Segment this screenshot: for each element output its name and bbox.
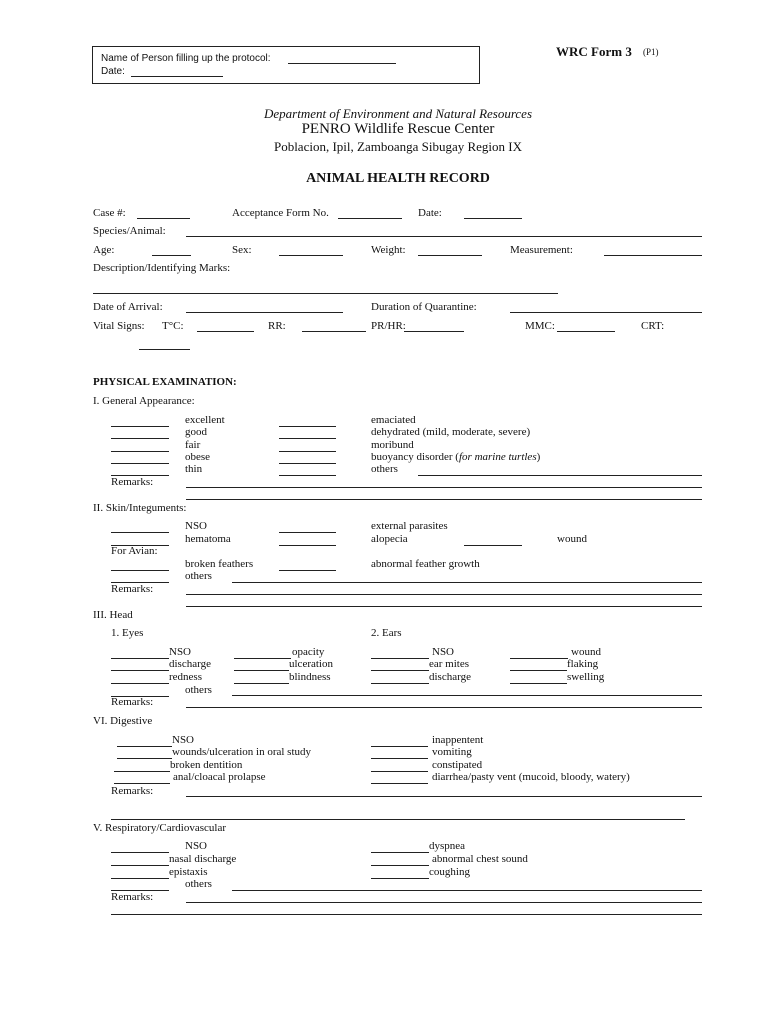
option-chest-sound: abnormal chest sound [432,853,528,865]
age-label: Age: [93,244,115,256]
option-others: others [371,463,398,475]
rr-label: RR: [268,320,286,332]
page-title: ANIMAL HEALTH RECORD [306,171,490,186]
check-line[interactable] [114,771,170,772]
office-address: Poblacion, Ipil, Zamboanga Sibugay Region IX [273,139,523,154]
check-line[interactable] [371,683,429,684]
buoyancy-note: for marine turtles [458,451,537,463]
description-line[interactable] [93,293,558,294]
prhr-label: PR/HR: [371,320,406,332]
check-line[interactable] [371,758,428,759]
check-line[interactable] [111,683,169,684]
check-line[interactable] [279,475,336,476]
check-line[interactable] [234,658,291,659]
form-id: WRC Form 3 [556,44,632,59]
protocol-date-label: Date: [101,66,125,77]
office-name: PENRO Wildlife Rescue Center [301,121,495,137]
remarks-line[interactable] [111,914,702,915]
option-swelling: swelling [567,671,605,683]
option-discharge: discharge [169,658,211,670]
remarks-label: Remarks: [111,583,154,595]
others-line[interactable] [232,695,702,696]
option-wounds-oral: wounds/ulceration in oral study [172,746,312,758]
remarks-line[interactable] [186,606,702,607]
department-name: Department of Environment and Natural Resources [263,106,533,121]
check-line[interactable] [111,852,169,853]
option-nso: NSO [185,840,208,852]
acceptance-label: Acceptance Form No. [232,207,329,219]
date-label: Date: [418,207,442,219]
option-nso: NSO [169,646,192,658]
check-line[interactable] [111,865,169,866]
remarks-label: Remarks: [111,476,154,488]
option-opacity: opacity [292,646,325,658]
mmc-label: MMC: [525,320,555,332]
option-blindness: blindness [289,671,331,683]
check-line[interactable] [111,463,169,464]
option-others: others [185,684,212,696]
option-ulceration: ulceration [289,658,333,670]
check-line[interactable] [111,532,169,533]
for-avian-label: For Avian: [111,545,158,557]
age-line[interactable] [152,255,191,256]
option-alopecia: alopecia [371,533,408,545]
check-line[interactable] [371,746,428,747]
check-line[interactable] [279,532,336,533]
buoyancy-text: buoyancy disorder ( [371,451,459,463]
digestive-title: VI. Digestive [93,715,153,727]
option-dehydrated: dehydrated (mild, moderate, severe) [371,426,531,438]
quarantine-label: Duration of Quarantine: [371,301,477,313]
arrival-line[interactable] [186,312,343,313]
check-line[interactable] [279,463,336,464]
check-line[interactable] [279,438,336,439]
general-appearance-title: I. General Appearance: [93,395,195,407]
option-inappentent: inappentent [432,734,484,746]
protocol-name-label: Name of Person filling up the protocol: [101,53,271,64]
check-line[interactable] [371,783,428,784]
check-line[interactable] [234,670,289,671]
option-broken-feathers: broken feathers [185,558,254,570]
option-nso: NSO [172,734,195,746]
option-redness: redness [169,671,202,683]
remarks-line[interactable] [186,902,702,903]
head-title: III. Head [93,609,133,621]
arrival-label: Date of Arrival: [93,301,163,313]
option-hematoma: hematoma [185,533,231,545]
vital-signs-label: Vital Signs: [93,320,145,332]
option-nasal-discharge: nasal discharge [169,853,237,865]
remarks-label: Remarks: [111,785,154,797]
others-line[interactable] [232,582,702,583]
mmc-line[interactable] [557,331,615,332]
option-others: others [185,878,212,890]
option-ear-wound: wound [571,646,601,658]
acceptance-line[interactable] [338,218,402,219]
check-line[interactable] [371,771,428,772]
option-vomiting: vomiting [432,746,472,758]
check-line[interactable] [111,438,169,439]
check-line[interactable] [111,878,169,879]
check-line[interactable] [279,451,336,452]
check-line[interactable] [371,670,429,671]
remarks-line[interactable] [186,707,702,708]
remarks-label: Remarks: [111,696,154,708]
option-dyspnea: dyspnea [429,840,466,852]
check-line[interactable] [111,570,169,571]
crt-label: CRT: [641,320,665,332]
option-nso: NSO [185,520,208,532]
temp-label: T°C: [162,320,184,332]
option-abnormal-feather: abnormal feather growth [371,558,480,570]
check-line[interactable] [111,658,169,659]
option-epistaxis: epistaxis [169,866,208,878]
option-good: good [185,426,207,438]
temp-line[interactable] [197,331,254,332]
physical-exam-heading: PHYSICAL EXAMINATION: [93,376,237,388]
option-fair: fair [185,439,201,451]
option-wound: wound [557,533,587,545]
quarantine-line[interactable] [510,312,702,313]
option-anal-prolapse: anal/cloacal prolapse [173,771,266,783]
option-moribund: moribund [371,439,414,451]
option-broken-dentition: broken dentition [170,759,243,771]
option-constipated: constipated [432,759,483,771]
check-line[interactable] [117,746,172,747]
remarks-line[interactable] [186,499,702,500]
check-line[interactable] [371,852,429,853]
others-line[interactable] [232,890,702,891]
option-ear-discharge: discharge [429,671,471,683]
remarks-line[interactable] [186,594,702,595]
option-ear-nso: NSO [432,646,455,658]
check-line[interactable] [117,758,172,759]
weight-label: Weight: [371,244,406,256]
measurement-line[interactable] [604,255,702,256]
rr-line[interactable] [302,331,366,332]
skin-title: II. Skin/Integuments: [93,502,187,514]
sex-line[interactable] [279,255,343,256]
protocol-date-line[interactable] [131,76,223,77]
option-emaciated: emaciated [371,414,416,426]
species-label: Species/Animal: [93,225,166,237]
check-line[interactable] [510,670,567,671]
check-line[interactable] [111,426,169,427]
option-excellent: excellent [185,414,225,426]
crt-line[interactable] [139,349,190,350]
others-line[interactable] [418,475,702,476]
option-obese: obese [185,451,211,463]
check-line[interactable] [371,658,429,659]
eyes-label: 1. Eyes [111,627,144,639]
form-page: (P1) [643,47,659,57]
weight-line[interactable] [418,255,482,256]
date-line[interactable] [464,218,522,219]
check-line[interactable] [279,570,336,571]
remarks-label: Remarks: [111,891,154,903]
remarks-line[interactable] [186,487,702,488]
ears-label: 2. Ears [371,627,402,639]
check-line[interactable] [510,658,568,659]
remarks-line[interactable] [186,796,702,797]
option-external-parasites: external parasites [371,520,448,532]
check-line[interactable] [371,878,429,879]
check-line[interactable] [114,783,170,784]
check-line[interactable] [279,426,336,427]
respiratory-title: V. Respiratory/Cardiovascular [93,822,226,834]
check-line[interactable] [464,545,522,546]
option-thin: thin [185,463,203,475]
option-coughing: coughing [429,866,470,878]
option-others: others [185,570,212,582]
check-line[interactable] [111,670,169,671]
check-line[interactable] [371,865,429,866]
protocol-name-line[interactable] [288,63,396,64]
check-line[interactable] [510,683,567,684]
remarks-line[interactable] [111,819,685,820]
check-line[interactable] [111,451,169,452]
check-line[interactable] [279,545,336,546]
prhr-line[interactable] [404,331,464,332]
species-line[interactable] [186,236,702,237]
option-flaking: flaking [567,658,599,670]
measurement-label: Measurement: [510,244,573,256]
option-diarrhea: diarrhea/pasty vent (mucoid, bloody, watery) [432,771,630,783]
case-line[interactable] [137,218,190,219]
case-label: Case #: [93,207,126,219]
option-ear-mites: ear mites [429,658,470,670]
sex-label: Sex: [232,244,252,256]
check-line[interactable] [234,683,289,684]
buoyancy-close: ) [536,451,541,463]
description-label: Description/Identifying Marks: [93,262,231,274]
